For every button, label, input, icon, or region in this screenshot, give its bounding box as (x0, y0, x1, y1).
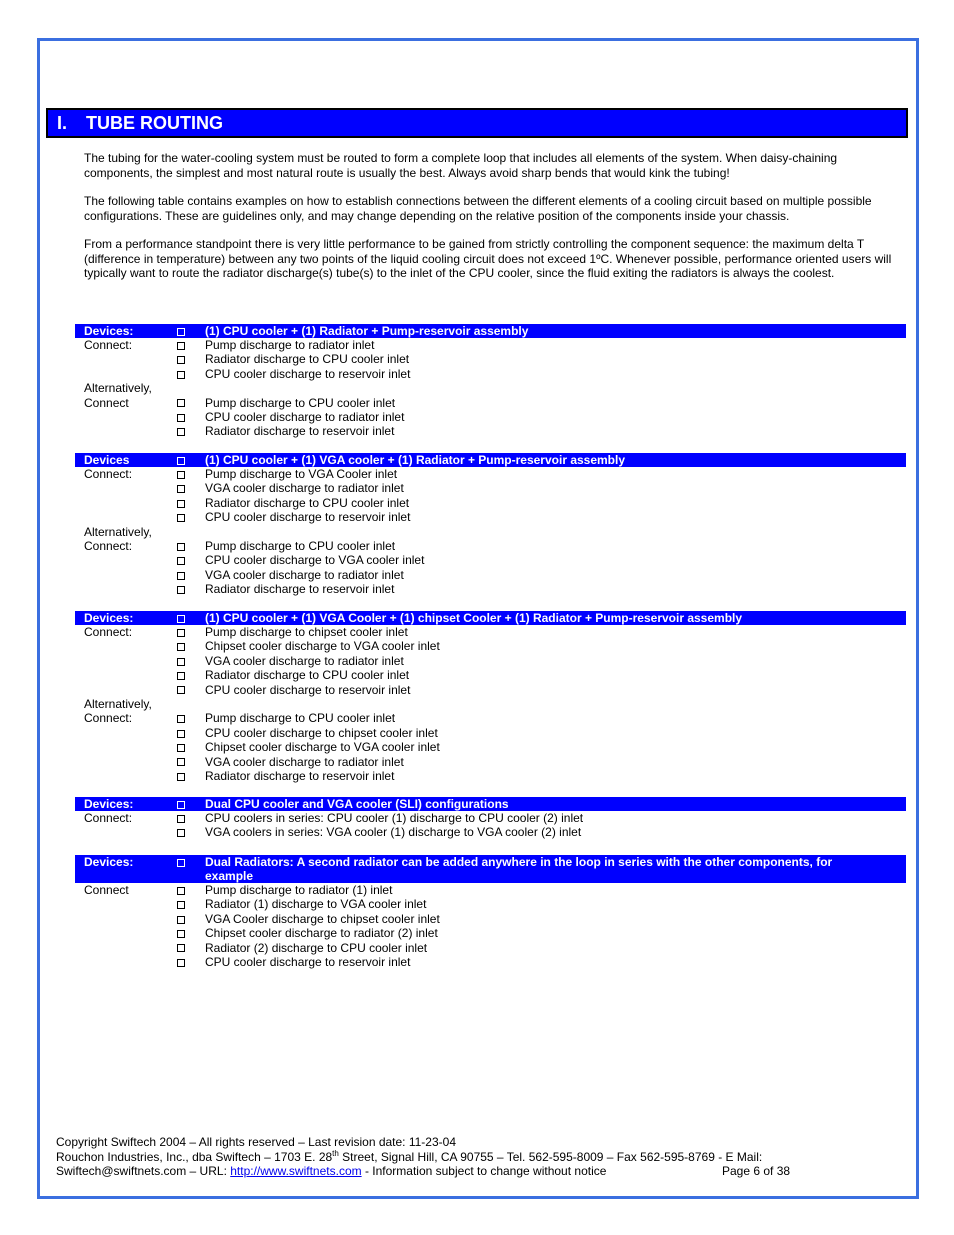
connection-row (75, 496, 906, 510)
connection-text: Pump discharge to radiator (1) inlet (205, 883, 393, 897)
checkbox-icon[interactable] (177, 883, 185, 897)
connection-text: VGA Cooler discharge to chipset cooler inlet (205, 911, 440, 926)
footer-copyright: Copyright Swiftech 2004 – All rights reserved – Last revision date: 11-23-04 (56, 1135, 456, 1149)
connection-text: VGA coolers in series: VGA cooler (1) discharge to VGA cooler (2) inlet (205, 825, 582, 840)
connect-label: Connect: (84, 711, 133, 726)
footer-contact (56, 1164, 816, 1179)
connection-row (75, 467, 906, 481)
alternative-label: Alternatively, (84, 524, 152, 539)
checkbox-icon[interactable] (177, 711, 185, 725)
connection-text: CPU cooler discharge to reservoir inlet (205, 954, 411, 969)
connection-text: Chipset cooler discharge to VGA cooler inlet (205, 740, 440, 755)
connection-text: CPU cooler discharge to VGA cooler inlet (205, 553, 425, 568)
devices-label: Devices: (84, 611, 134, 625)
footer-address-text-2: Street, Signal Hill, CA 90755 – Tel. 562-595-8009 – Fax 562-595-8769 - E Mail: (338, 1149, 763, 1164)
intro-text (84, 151, 904, 295)
connection-row (75, 481, 906, 495)
devices-row (75, 797, 906, 811)
connection-row (75, 639, 906, 653)
connection-text: Pump discharge to CPU cooler inlet (205, 538, 396, 553)
connection-text: Pump discharge to chipset cooler inlet (205, 625, 408, 639)
connection-text: Pump discharge to radiator inlet (205, 338, 375, 352)
connection-row (75, 582, 906, 596)
connection-text: CPU cooler discharge to radiator inlet (205, 409, 405, 424)
checkbox-icon[interactable] (177, 424, 185, 438)
connection-row (75, 683, 906, 697)
checkbox-icon[interactable] (177, 496, 185, 510)
checkbox-icon[interactable] (177, 668, 185, 682)
connection-row (75, 769, 906, 783)
checkbox-icon[interactable] (177, 797, 185, 811)
checkbox-icon[interactable] (177, 755, 185, 769)
footer-email: Swiftech@swiftnets.com – URL: (56, 1164, 231, 1178)
footer (56, 1135, 816, 1179)
checkbox-icon[interactable] (177, 855, 185, 869)
connect-label: Connect (84, 395, 129, 410)
devices-text: Dual CPU cooler and VGA cooler (SLI) configurations (205, 797, 509, 811)
footer-address (56, 1150, 816, 1165)
connection-row (75, 726, 906, 740)
checkbox-icon[interactable] (177, 352, 185, 366)
connection-row (75, 711, 906, 725)
connection-row (75, 912, 906, 926)
page-number: Page 6 of 38 (722, 1164, 791, 1178)
connection-row (75, 941, 906, 955)
connect-label: Connect: (84, 467, 133, 481)
config-block (75, 324, 906, 439)
connect-label: Connect (84, 883, 129, 897)
devices-label: Devices: (84, 324, 134, 338)
connection-text: VGA cooler discharge to radiator inlet (205, 653, 404, 668)
connection-row (75, 553, 906, 567)
devices-text: Dual Radiators: A second radiator can be added anywhere in the loop in series with the other components, for example (205, 855, 833, 883)
connection-row (75, 825, 906, 839)
checkbox-icon[interactable] (177, 568, 185, 582)
devices-label: Devices (84, 453, 130, 467)
checkbox-icon[interactable] (177, 683, 185, 697)
checkbox-icon[interactable] (177, 897, 185, 911)
connection-row (75, 410, 906, 424)
checkbox-icon[interactable] (177, 625, 185, 639)
connection-text: Radiator discharge to reservoir inlet (205, 424, 395, 439)
connection-text: Chipset cooler discharge to VGA cooler inlet (205, 639, 440, 654)
connection-text: CPU cooler discharge to chipset cooler inlet (205, 725, 438, 740)
checkbox-icon[interactable] (177, 740, 185, 754)
connect-label: Connect: (84, 625, 133, 639)
section-number: I. (57, 113, 68, 133)
connection-text: CPU coolers in series: CPU cooler (1) discharge to CPU cooler (2) inlet (205, 811, 584, 825)
devices-text: (1) CPU cooler + (1) Radiator + Pump-reservoir assembly (205, 324, 529, 338)
checkbox-icon[interactable] (177, 825, 185, 839)
connection-text: VGA cooler discharge to radiator inlet (205, 567, 404, 582)
connect-label: Connect: (84, 338, 133, 352)
footer-address-sup: th (332, 1148, 339, 1158)
devices-text: (1) CPU cooler + (1) VGA cooler + (1) Radiator + Pump-reservoir assembly (205, 453, 626, 467)
checkbox-icon[interactable] (177, 726, 185, 740)
intro-paragraph: The following table contains examples on how to establish connections between the different elements of a cooling circuit based on multiple possible configurations. These are guidelines only, and may change depending on the relative position of the components inside your chassis. (84, 194, 872, 223)
checkbox-icon[interactable] (177, 539, 185, 553)
connection-text: CPU cooler discharge to reservoir inlet (205, 366, 411, 381)
checkbox-icon[interactable] (177, 611, 185, 625)
devices-text: (1) CPU cooler + (1) VGA Cooler + (1) chipset Cooler + (1) Radiator + Pump-reservoir assembly (205, 611, 743, 625)
checkbox-icon[interactable] (177, 481, 185, 495)
checkbox-icon[interactable] (177, 410, 185, 424)
connection-row (75, 654, 906, 668)
devices-label: Devices: (84, 855, 134, 869)
connection-row (75, 338, 906, 352)
alternative-label: Alternatively, (84, 381, 152, 396)
config-block (75, 797, 906, 840)
footer-address-text: Rouchon Industries, Inc., dba Swiftech – 1703 E. 28 (56, 1149, 333, 1164)
connection-text: CPU cooler discharge to reservoir inlet (205, 682, 411, 697)
connection-row (75, 883, 906, 897)
connect-label: Connect: (84, 811, 133, 825)
checkbox-icon[interactable] (177, 941, 185, 955)
alternative-row (75, 381, 906, 395)
section-header (46, 108, 908, 138)
connection-text: Chipset cooler discharge to radiator (2) inlet (205, 926, 438, 941)
connection-row (75, 539, 906, 553)
connection-row (75, 352, 906, 366)
alternative-label: Alternatively, (84, 696, 152, 711)
devices-label: Devices: (84, 797, 134, 811)
checkbox-icon[interactable] (177, 453, 185, 467)
checkbox-icon[interactable] (177, 324, 185, 338)
connection-text: Radiator discharge to CPU cooler inlet (205, 495, 410, 510)
intro-paragraph: The tubing for the water-cooling system must be routed to form a complete loop that includes all elements of the system. When daisy-chaining components, the simplest and most natural route is usually the best. Always avoid sharp bends that would kink the tubing! (84, 151, 838, 180)
connection-text: Radiator (1) discharge to VGA cooler inlet (205, 897, 427, 912)
connection-row (75, 811, 906, 825)
connection-text: Pump discharge to CPU cooler inlet (205, 711, 396, 726)
connection-row (75, 625, 906, 639)
devices-row (75, 324, 906, 338)
connection-row (75, 897, 906, 911)
connection-text: CPU cooler discharge to reservoir inlet (205, 510, 411, 525)
alternative-row (75, 525, 906, 539)
connection-text: Radiator (2) discharge to CPU cooler inlet (205, 940, 428, 955)
config-block (75, 453, 906, 597)
connection-row (75, 367, 906, 381)
checkbox-icon[interactable] (177, 912, 185, 926)
footer-notice: - Information subject to change without notice (361, 1164, 607, 1178)
devices-row (75, 855, 906, 883)
config-block (75, 855, 906, 969)
connection-row (75, 396, 906, 410)
connection-text: Pump discharge to VGA Cooler inlet (205, 467, 398, 481)
connection-row (75, 755, 906, 769)
connection-row (75, 668, 906, 682)
checkbox-icon[interactable] (177, 467, 185, 481)
checkbox-icon[interactable] (177, 553, 185, 567)
checkbox-icon[interactable] (177, 582, 185, 596)
devices-row (75, 611, 906, 625)
connection-text: VGA cooler discharge to radiator inlet (205, 754, 404, 769)
connection-text: Pump discharge to CPU cooler inlet (205, 395, 396, 410)
checkbox-icon[interactable] (177, 639, 185, 653)
connection-row (75, 740, 906, 754)
connection-text: Radiator discharge to reservoir inlet (205, 768, 395, 783)
checkbox-icon[interactable] (177, 926, 185, 940)
connection-row (75, 926, 906, 940)
footer-url-link[interactable]: http://www.swiftnets.com (230, 1164, 362, 1178)
checkbox-icon[interactable] (177, 811, 185, 825)
alternative-row (75, 697, 906, 711)
section-title: TUBE ROUTING (86, 113, 223, 133)
connection-row (75, 568, 906, 582)
checkbox-icon[interactable] (177, 654, 185, 668)
connection-row (75, 955, 906, 969)
connection-text: VGA cooler discharge to radiator inlet (205, 481, 404, 496)
connect-label: Connect: (84, 538, 133, 553)
checkbox-icon[interactable] (177, 338, 185, 352)
connection-text: Radiator discharge to CPU cooler inlet (205, 352, 410, 367)
connection-row (75, 424, 906, 438)
config-block (75, 611, 906, 783)
checkbox-icon[interactable] (177, 367, 185, 381)
checkbox-icon[interactable] (177, 396, 185, 410)
intro-paragraph: From a performance standpoint there is very little performance to be gained from strictly controlling the component sequence: the maximum delta T (difference in temperature) between any two points of the liquid cooling circuit does not exceed 1ºC. Whenever possible, performance oriented users will typically want to route the radiator discharge(s) tube(s) to the inlet of the CPU cooler, since the fluid exiting the radiators is always the coolest. (84, 237, 892, 280)
connection-text: Radiator discharge to reservoir inlet (205, 582, 395, 597)
checkbox-icon[interactable] (177, 510, 185, 524)
connection-text: Radiator discharge to CPU cooler inlet (205, 668, 410, 683)
devices-row (75, 453, 906, 467)
checkbox-icon[interactable] (177, 955, 185, 969)
connection-row (75, 510, 906, 524)
checkbox-icon[interactable] (177, 769, 185, 783)
